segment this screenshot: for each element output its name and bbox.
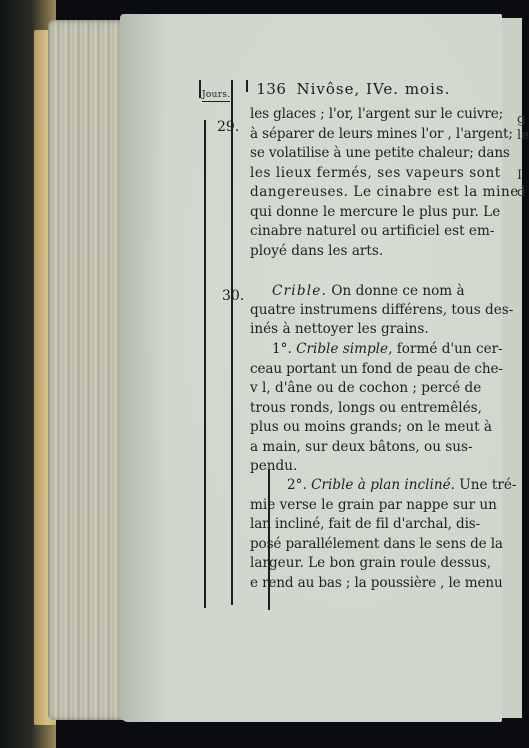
text-line: les lieux fermés, ses vapeurs sont — [250, 165, 501, 181]
page-number: 136 — [256, 80, 287, 98]
column-rule-left — [204, 120, 206, 608]
text-line: e rend au bas ; la poussière , le menu — [250, 575, 503, 591]
day-number: 30. — [222, 288, 245, 304]
facing-page-glyph: le — [517, 128, 529, 143]
text-line: plus ou moins grands; on le meut à — [250, 419, 493, 435]
item-first-line-text: Une tré- — [459, 477, 517, 493]
item-number: 1°. — [272, 341, 292, 357]
jours-column-label: Jours. — [202, 90, 231, 100]
item-label: Crible simple, — [296, 341, 393, 357]
text-line: a main, sur deux bâtons, ou sus- — [250, 439, 473, 455]
text-line: les glaces ; l'or, l'argent sur le cuivre; — [250, 106, 504, 122]
text-line: dangereuses. Le cinabre est la mine — [250, 184, 519, 200]
item-first-line — [272, 343, 503, 357]
page-header-title: Nivôse, IVe. mois. — [296, 80, 451, 98]
text-line: inés à nettoyer les grains. — [250, 321, 429, 337]
facing-page-glyph: g — [517, 112, 526, 127]
entry-headword: Crible. — [272, 283, 328, 299]
entry-first-line — [272, 285, 465, 299]
running-head — [199, 80, 450, 98]
text-line: largeur. Le bon grain roule dessus, — [250, 555, 492, 571]
text-line: se volatilise à une petite chaleur; dans — [250, 145, 510, 161]
text-line: quatre instrumens différens, tous des- — [250, 302, 514, 318]
day-number: 29. — [217, 119, 240, 135]
text-line: ceau portant un fond de peau de che- — [250, 361, 503, 377]
text-line: ployé dans les arts. — [250, 243, 384, 259]
text-line: pendu. — [250, 458, 298, 474]
entry-first-line-text: On donne ce nom à — [331, 283, 465, 299]
text-line: à séparer de leurs mines l'or , l'argent; — [250, 126, 513, 142]
item-first-line — [287, 479, 516, 493]
text-line: cinabre naturel ou artificiel est em- — [250, 223, 495, 239]
facing-page-glyph: I — [517, 168, 523, 183]
text-line: mie verse le grain par nappe sur un — [250, 497, 497, 513]
page-stack-edges — [48, 20, 126, 720]
text-line: trous ronds, longs ou entremêlés, — [250, 400, 482, 416]
column-rule-middle — [231, 80, 233, 605]
text-line: qui donne le mercure le plus pur. Le — [250, 204, 501, 220]
text-line: lan incliné, fait de fil d'archal, dis- — [250, 516, 481, 532]
facing-page-glyph: d — [517, 185, 526, 200]
item-number: 2°. — [287, 477, 307, 493]
text-line: posé parallélement dans le sens de la — [250, 536, 503, 552]
item-first-line-text: formé d'un cer- — [396, 341, 503, 357]
item-label: Crible à plan incliné. — [311, 477, 455, 493]
text-line: v l, d'âne ou de cochon ; percé de — [250, 380, 482, 396]
